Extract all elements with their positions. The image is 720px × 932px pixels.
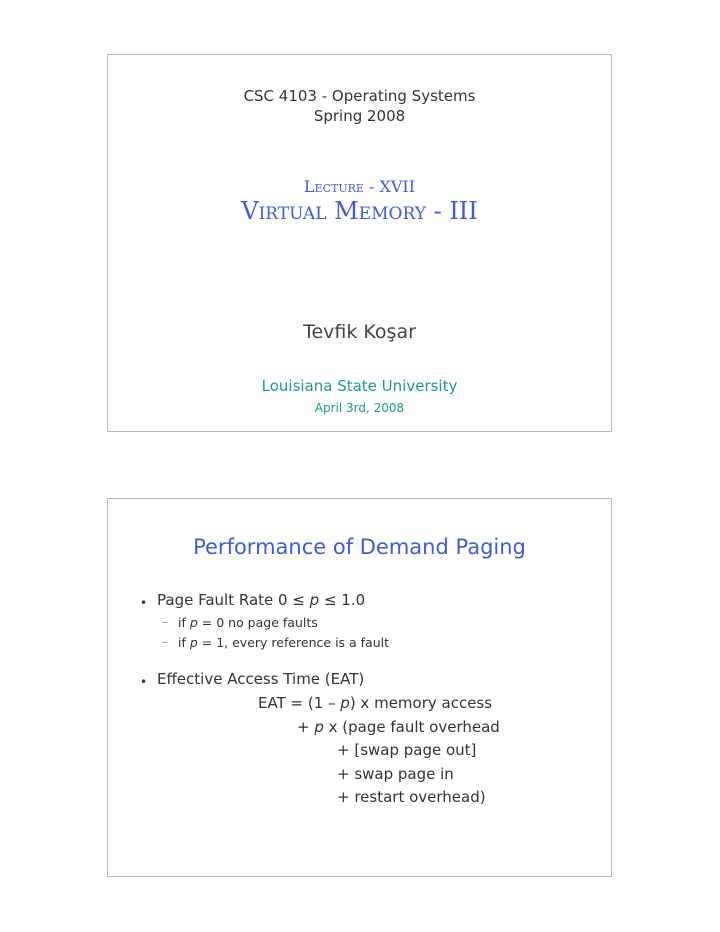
content-slide — [107, 498, 612, 877]
equation-line-2 — [297, 718, 500, 736]
text-segment: ) x memory access — [349, 694, 493, 712]
course-term: Spring 2008 — [313, 107, 406, 125]
equation-line-5: + restart overhead) — [337, 788, 486, 806]
text-segment: if — [178, 635, 190, 650]
text-segment: Page Fault Rate 0 ≤ — [157, 591, 310, 609]
subbullet-no-faults — [178, 615, 318, 630]
bullet-page-fault-rate — [157, 591, 365, 609]
text-segment: = 0 no page faults — [197, 615, 318, 630]
lecture-number: Lecture - XVII — [303, 177, 416, 196]
title-slide — [107, 54, 612, 432]
variable-p: p — [189, 615, 198, 630]
variable-p: p — [314, 718, 324, 736]
bullet-marker: • — [140, 675, 148, 689]
equation-line-1 — [258, 694, 492, 712]
text-segment: EAT = (1 – — [258, 694, 341, 712]
lecture-date: April 3rd, 2008 — [314, 401, 405, 415]
text-segment: ≤ 1.0 — [319, 591, 366, 609]
course-title: CSC 4103 - Operating Systems — [243, 87, 476, 105]
variable-p: p — [309, 591, 320, 609]
lecture-subject: Virtual Memory - III — [241, 197, 478, 225]
text-segment: x (page fault overhead — [323, 718, 500, 736]
university-name: Louisiana State University — [261, 377, 458, 395]
subbullet-all-faults — [178, 635, 389, 650]
variable-p: p — [340, 694, 350, 712]
dash-marker: – — [162, 635, 168, 649]
author-name: Tevfik Koşar — [303, 321, 416, 343]
variable-p: p — [189, 635, 198, 650]
slide-title: Performance of Demand Paging — [193, 535, 526, 559]
equation-line-4: + swap page in — [337, 765, 454, 783]
text-segment: = 1, every reference is a fault — [197, 635, 390, 650]
text-segment: if — [178, 615, 190, 630]
bullet-marker: • — [140, 596, 148, 610]
bullet-eat: Effective Access Time (EAT) — [157, 670, 365, 688]
dash-marker: – — [162, 615, 168, 629]
course-info — [108, 86, 611, 126]
text-segment: + — [297, 718, 315, 736]
equation-line-3: + [swap page out] — [337, 741, 477, 759]
